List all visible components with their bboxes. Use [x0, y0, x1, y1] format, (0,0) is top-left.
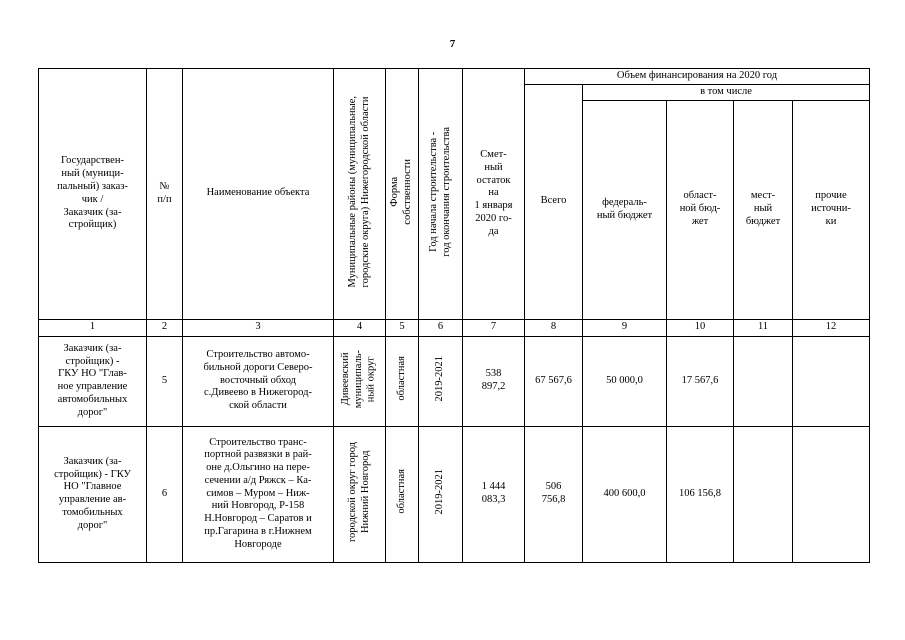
header-municipal-districts — [334, 69, 386, 320]
cell-district-text: городской округ город Нижний Новгород — [346, 441, 371, 542]
cell-balance: 1 444 083,3 — [463, 426, 525, 562]
cell-years — [419, 336, 463, 426]
header-construction-years — [419, 69, 463, 320]
cell-district — [334, 426, 386, 562]
cell-total: 67 567,6 — [525, 336, 583, 426]
header-ownership-form — [386, 69, 419, 320]
page-number: 7 — [449, 38, 456, 50]
cell-district-text: Дивеевский муниципаль- ный округ — [340, 349, 377, 408]
column-number: 3 — [183, 319, 334, 336]
column-number: 9 — [583, 319, 667, 336]
cell-num: 5 — [147, 336, 183, 426]
cell-customer: Заказчик (за- стройщик) - ГКУ НО "Главное управление ав- томобильных дорог" — [39, 426, 147, 562]
cell-ownership — [386, 336, 419, 426]
financing-table — [38, 68, 870, 563]
cell-regional: 106 156,8 — [667, 426, 734, 562]
cell-federal: 400 600,0 — [583, 426, 667, 562]
table-row — [39, 426, 870, 562]
header-including: в том числе — [583, 84, 870, 100]
header-object-name: Наименование объекта — [183, 69, 334, 320]
cell-district — [334, 336, 386, 426]
header-other-sources: прочие источни- ки — [793, 100, 870, 319]
header-financing-group: Объем финансирования на 2020 год — [525, 69, 870, 85]
column-number: 11 — [734, 319, 793, 336]
cell-federal: 50 000,0 — [583, 336, 667, 426]
header-regional-budget: област- ной бюд- жет — [667, 100, 734, 319]
cell-local — [734, 336, 793, 426]
cell-ownership — [386, 426, 419, 562]
column-number: 1 — [39, 319, 147, 336]
column-number-row — [39, 319, 870, 336]
cell-total: 506 756,8 — [525, 426, 583, 562]
table-row — [39, 336, 870, 426]
cell-local — [734, 426, 793, 562]
cell-ownership-text: областная — [395, 356, 407, 401]
column-number: 4 — [334, 319, 386, 336]
cell-years-text: 2019-2021 — [434, 355, 446, 402]
column-number: 5 — [386, 319, 419, 336]
cell-years-text: 2019-2021 — [434, 468, 446, 515]
cell-balance: 538 897,2 — [463, 336, 525, 426]
column-number: 10 — [667, 319, 734, 336]
cell-object-name: Строительство автомо- бильной дороги Северо- восточный обход с.Дивеево в Нижегород- ской области — [183, 336, 334, 426]
cell-regional: 17 567,6 — [667, 336, 734, 426]
column-number: 6 — [419, 319, 463, 336]
column-number: 8 — [525, 319, 583, 336]
header-construction-years-text: Год начала строительства - год окончания строительства — [427, 126, 452, 257]
cell-customer: Заказчик (за- стройщик) - ГКУ НО "Глав- ное управление автомобильных дорог" — [39, 336, 147, 426]
header-municipal-districts-text: Муниципальные районы (муниципальные, городские округа) Нижегородской области — [346, 95, 371, 288]
cell-object-name: Строительство транс- портной развязки в рай- оне д.Ольгино на пере- сечении а/д Ряжск – Ка- симов – Муром – Ниж- ний Новгород, Р-158 Н.Новгород – Саратов и пр.Гагарина в г.Нижнем Новгороде — [183, 426, 334, 562]
cell-ownership-text: областная — [395, 469, 407, 514]
header-customer: Государствен- ный (муници- пальный) заказ- чик / Заказчик (за- стройщик) — [39, 69, 147, 320]
header-federal-budget: федераль- ный бюджет — [583, 100, 667, 319]
header-estimated-balance: Смет- ный остаток на 1 января 2020 го- да — [463, 69, 525, 320]
column-number: 2 — [147, 319, 183, 336]
cell-years — [419, 426, 463, 562]
cell-other — [793, 336, 870, 426]
header-num: № п/п — [147, 69, 183, 320]
header-ownership-form-text: Форма собственности — [389, 158, 413, 225]
header-total: Всего — [525, 84, 583, 319]
cell-other — [793, 426, 870, 562]
column-number: 7 — [463, 319, 525, 336]
column-number: 12 — [793, 319, 870, 336]
header-local-budget: мест- ный бюджет — [734, 100, 793, 319]
cell-num: 6 — [147, 426, 183, 562]
